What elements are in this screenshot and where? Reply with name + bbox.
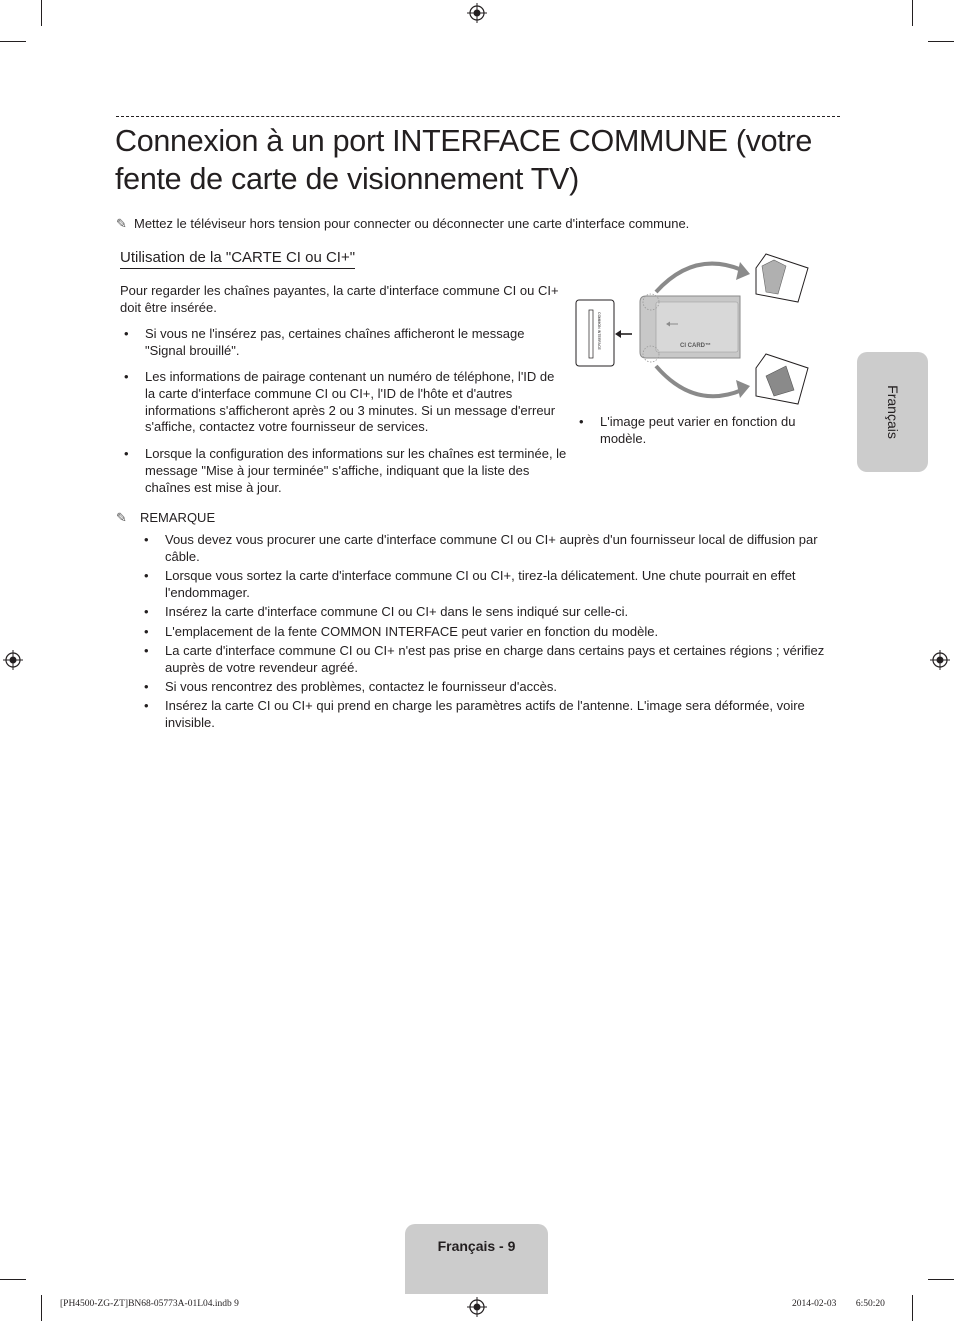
bullet-icon: • bbox=[124, 369, 129, 384]
registration-mark-icon bbox=[467, 3, 487, 23]
registration-mark-icon bbox=[930, 650, 950, 670]
bullet-icon: • bbox=[579, 414, 584, 429]
bullet-icon: • bbox=[144, 679, 149, 694]
list-item bbox=[144, 698, 835, 732]
pencil-note-icon: ✎ bbox=[116, 216, 127, 231]
list-item bbox=[144, 679, 835, 696]
section-heading: Utilisation de la "CARTE CI ou CI+" bbox=[120, 248, 355, 269]
intro-note-text: Mettez le téléviseur hors tension pour connecter ou déconnecter une carte d'interface commune. bbox=[134, 216, 690, 231]
list-item bbox=[144, 568, 835, 602]
language-tab bbox=[857, 352, 928, 472]
slot-label: COMMON INTERFACE bbox=[597, 312, 601, 350]
list-item bbox=[144, 624, 835, 641]
list-item bbox=[124, 446, 570, 496]
crop-mark bbox=[41, 0, 42, 26]
figure-caption-text: L'image peut varier en fonction du modèle. bbox=[600, 414, 796, 446]
curved-arrow-icon bbox=[656, 264, 742, 292]
remark-label: REMARQUE bbox=[140, 510, 216, 525]
bullet-icon: • bbox=[144, 624, 149, 639]
page-number-label: Français - 9 bbox=[437, 1238, 516, 1254]
bullet-icon: • bbox=[144, 698, 149, 713]
list-item bbox=[124, 369, 560, 436]
page-title: Connexion à un port INTERFACE COMMUNE (votre fente de carte de visionnement TV) bbox=[115, 124, 812, 196]
bullet-icon: • bbox=[144, 604, 149, 619]
crop-mark bbox=[41, 1295, 42, 1321]
list-item-text: Lorsque la configuration des informations sur les chaînes est terminée, le message "Mise à jour terminée" s'affiche, indiquant que la liste des chaînes est mise à jour. bbox=[145, 446, 567, 495]
crop-mark bbox=[912, 1295, 913, 1321]
ci-card-label: CI CARD™ bbox=[680, 343, 711, 349]
list-item-text: Insérez la carte CI ou CI+ qui prend en charge les paramètres actifs de l'antenne. L'image sera déformée, voire invisible. bbox=[165, 698, 805, 730]
tv-slot-panel bbox=[576, 300, 614, 366]
list-item bbox=[144, 532, 835, 566]
language-tab-label: Français bbox=[884, 385, 901, 439]
title-dashed-rule bbox=[116, 116, 840, 117]
curved-arrow-icon bbox=[656, 366, 742, 396]
registration-mark-icon bbox=[3, 650, 23, 670]
bullet-icon: • bbox=[144, 643, 149, 658]
crop-mark bbox=[0, 1279, 26, 1280]
bullet-icon: • bbox=[124, 446, 129, 461]
pencil-note-icon: ✎ bbox=[116, 510, 127, 525]
list-item-text: Insérez la carte d'interface commune CI ou CI+ dans le sens indiqué sur celle-ci. bbox=[165, 604, 629, 619]
bullet-icon: • bbox=[144, 532, 149, 547]
ci-card-insertion-illustration bbox=[574, 250, 810, 412]
crop-mark bbox=[928, 1279, 954, 1280]
list-item bbox=[144, 604, 835, 621]
footer-date-info: 2014-02-03 ￿￿ 6:50:20 bbox=[792, 1299, 885, 1309]
figure-caption bbox=[579, 414, 820, 448]
list-item-text: Si vous ne l'insérez pas, certaines chaînes afficheront le message "Signal brouillé". bbox=[145, 326, 525, 358]
remark-heading bbox=[116, 510, 215, 526]
crop-mark bbox=[0, 41, 26, 42]
list-item-text: Lorsque vous sortez la carte d'interface commune CI ou CI+, tirez-la délicatement. Une chute pourrait en effet l'endommager. bbox=[165, 568, 796, 600]
intro-note bbox=[116, 216, 689, 232]
list-item-text: L'emplacement de la fente COMMON INTERFACE peut varier en fonction du modèle. bbox=[165, 624, 659, 639]
list-item-text: Les informations de pairage contenant un numéro de téléphone, l'ID de la carte d'interface commune CI ou CI+, l'ID de l'hôte et d'autres informations s'afficheront après 2 ou 3 minutes. Si un message d'erreur s'affiche, contactez votre fournisseur de services. bbox=[145, 369, 556, 435]
list-item-text: La carte d'interface commune CI ou CI+ n'est pas prise en charge dans certains pays et certaines régions ; vérifiez auprès de votre revendeur agréé. bbox=[165, 643, 825, 675]
list-item-text: Vous devez vous procurer une carte d'interface commune CI ou CI+ auprès d'un fournisseur local de diffusion par câble. bbox=[165, 532, 818, 564]
list-item bbox=[144, 643, 835, 677]
crop-mark bbox=[928, 41, 954, 42]
section-intro: Pour regarder les chaînes payantes, la carte d'interface commune CI ou CI+ doit être insérée. bbox=[120, 283, 559, 315]
registration-mark-icon bbox=[467, 1297, 487, 1317]
list-item-text: Si vous rencontrez des problèmes, contactez le fournisseur d'accès. bbox=[165, 679, 557, 694]
list-item bbox=[124, 326, 550, 360]
bullet-icon: • bbox=[124, 326, 129, 341]
page-number-tab bbox=[405, 1224, 548, 1294]
bullet-icon: • bbox=[144, 568, 149, 583]
footer-file-info: [PH4500-ZG-ZT]BN68-05773A-01L04.indb 9 bbox=[60, 1299, 239, 1309]
crop-mark bbox=[912, 0, 913, 26]
